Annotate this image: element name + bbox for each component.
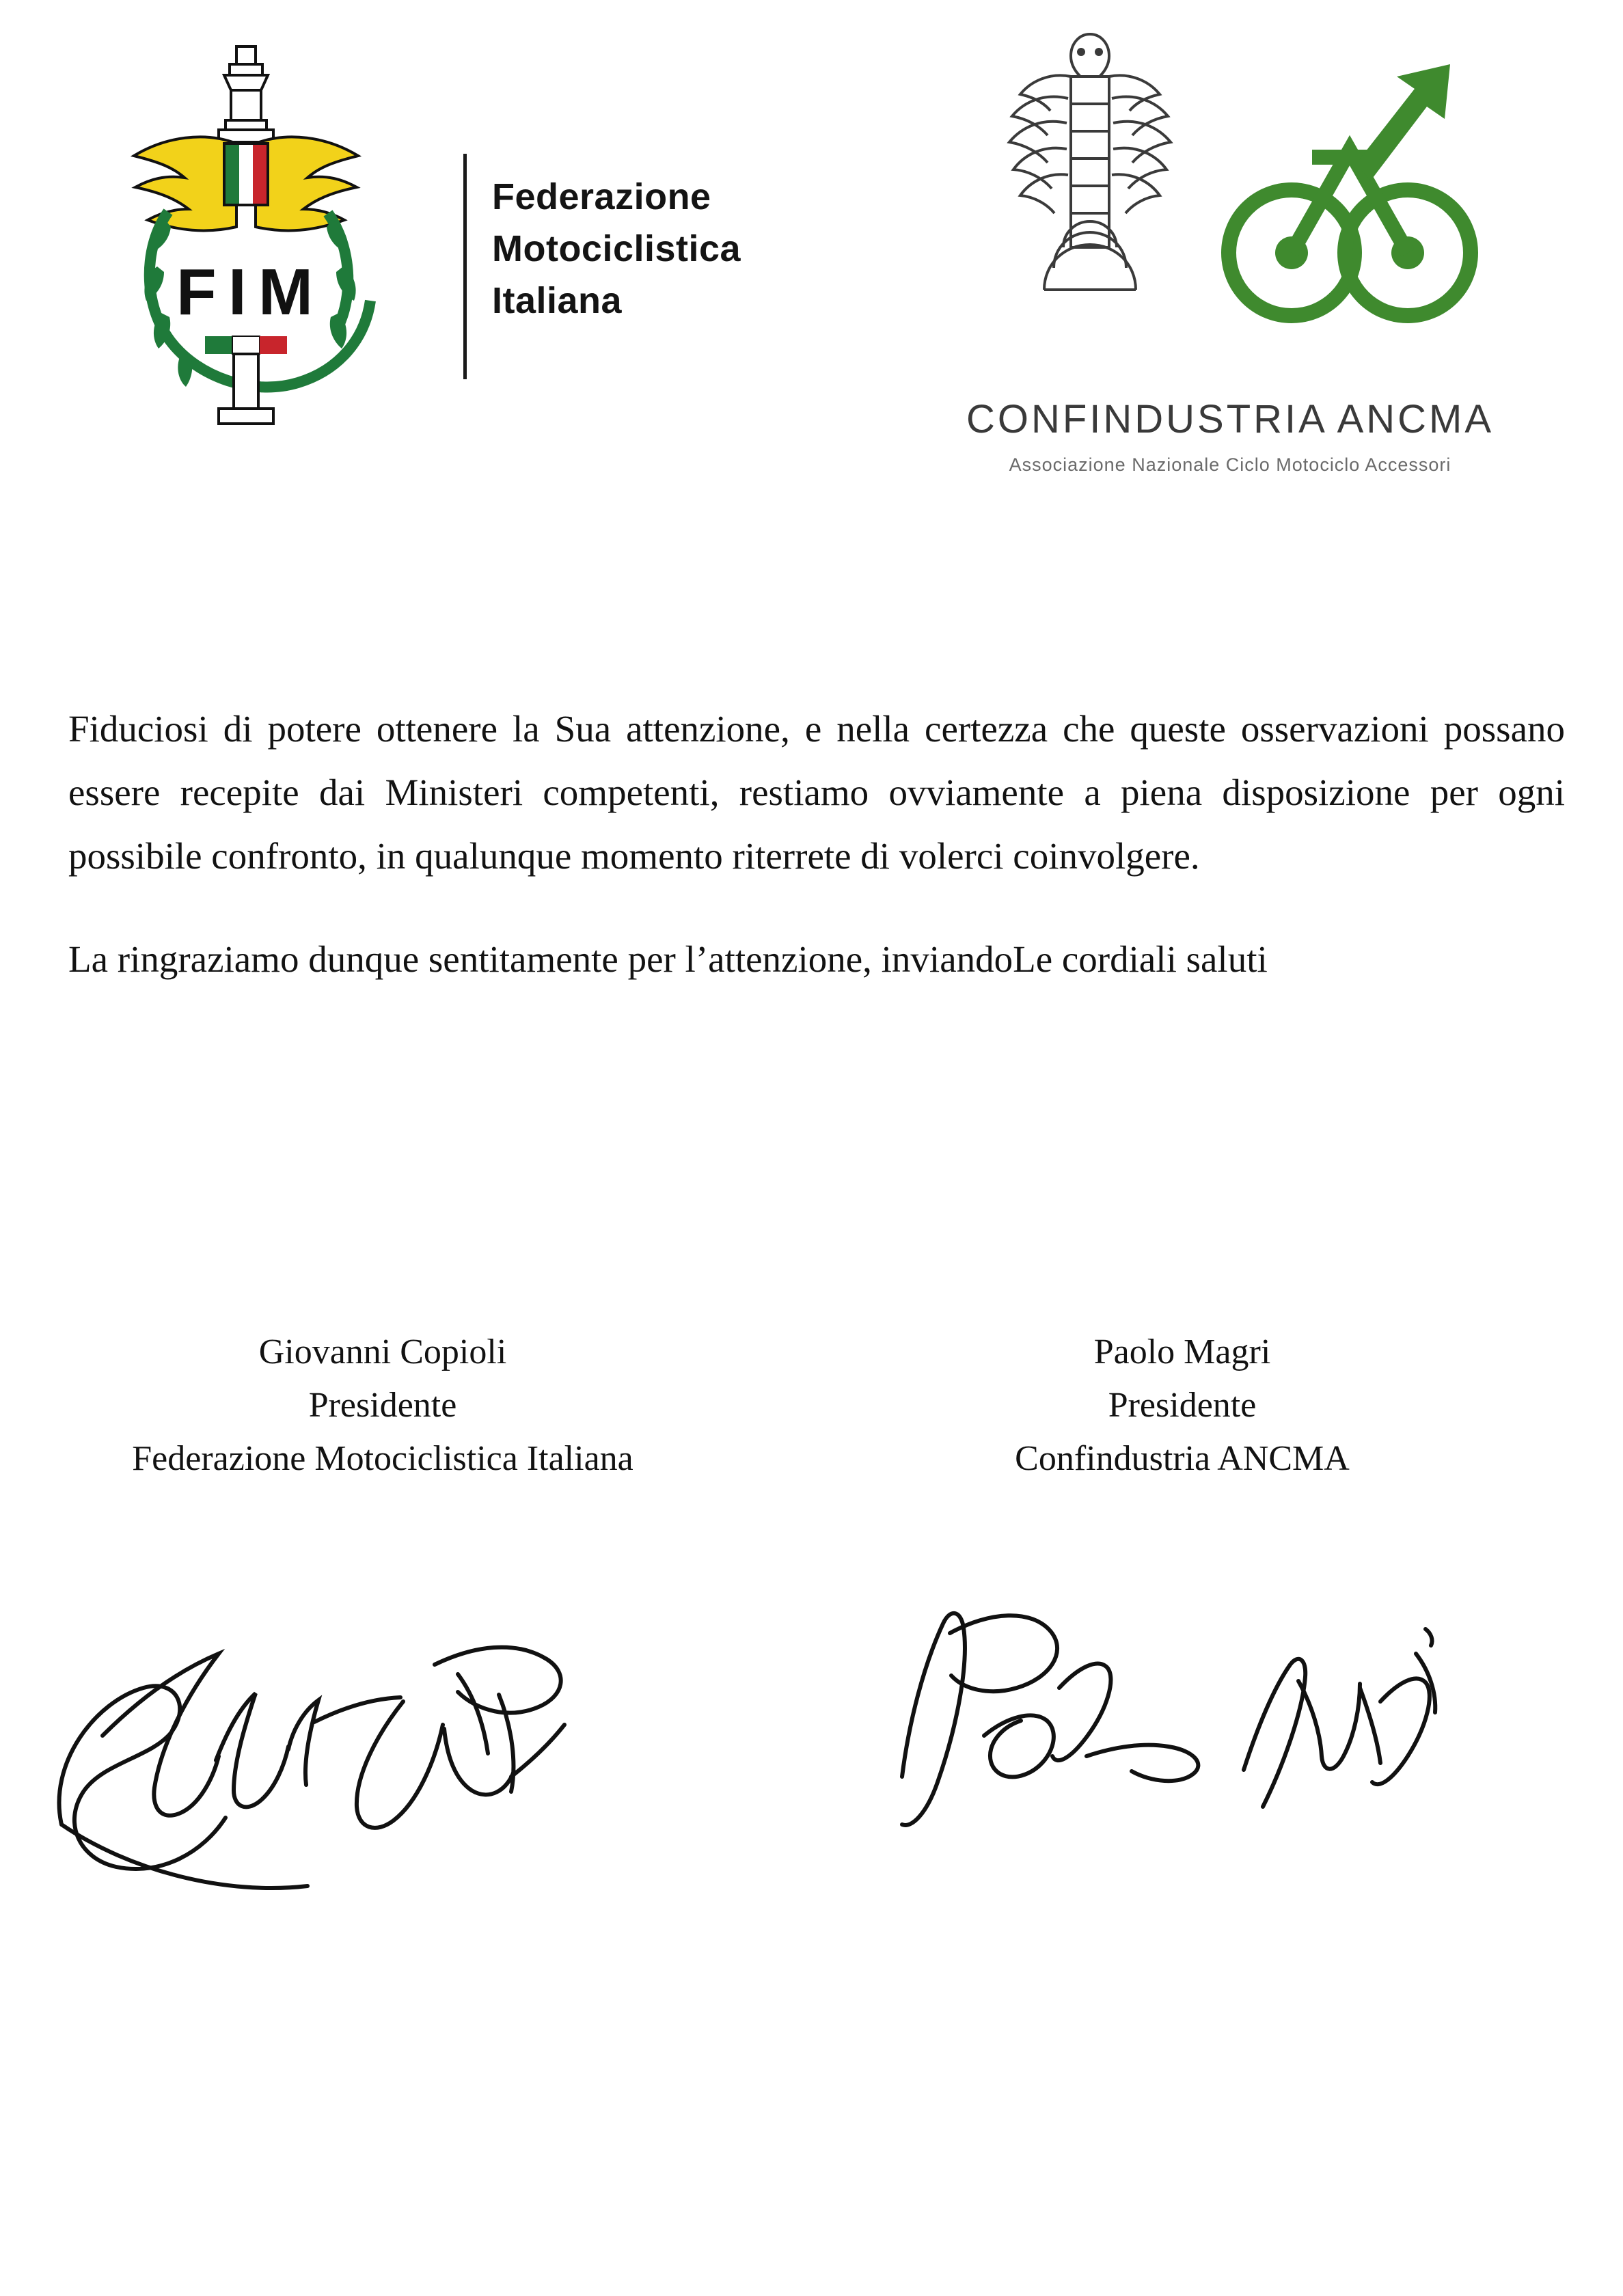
handwritten-signature-giovanni-copioli-icon (21, 1531, 704, 1913)
fmi-wordmark-line-1: Federazione (492, 176, 711, 217)
body-paragraph-1: Fiduciosi di potere ottenere la Sua attenzione, e nella certezza che queste osservazioni possano essere recepite dai Ministeri competenti, restiamo ovviamente a piena disposizione per ogni possibile confronto, in qualunque momento riterrete di volerci coinvolgere. (68, 708, 1565, 877)
fmi-logo (103, 34, 741, 424)
document-header (0, 0, 1623, 560)
fmi-wordmark (492, 171, 786, 327)
signatory-role: Presidente (1108, 1386, 1257, 1425)
signature-area (0, 1326, 1623, 2214)
signature-block-left (41, 1326, 724, 1486)
letter-body (68, 697, 1565, 991)
ancma-subtitle: Associazione Nazionale Ciclo Motociclo Accessori (1009, 454, 1451, 475)
body-paragraph-2: La ringraziamo dunque sentitamente per l’attenzione, inviandoLe cordiali saluti (68, 938, 1268, 980)
signatory-organization: Confindustria ANCMA (1015, 1439, 1350, 1478)
svg-text:F: F (176, 256, 217, 329)
signature-block-right (841, 1326, 1524, 1486)
svg-text:I: I (228, 256, 247, 329)
fmi-wordmark-line-3: Italiana (492, 280, 623, 321)
fmi-emblem-icon (103, 41, 390, 430)
signatory-name: Paolo Magri (1093, 1332, 1271, 1371)
fmi-wordmark-line-2: Motociclistica (492, 228, 741, 269)
confindustria-ancma-logo (957, 14, 1503, 533)
confindustria-eagle-icon (977, 27, 1203, 355)
svg-text:M: M (258, 256, 313, 329)
signatory-role: Presidente (308, 1386, 457, 1425)
ancma-title: CONFINDUSTRIA ANCMA (966, 397, 1495, 441)
signatory-name: Giovanni Copioli (258, 1332, 507, 1371)
fmi-logo-divider (463, 154, 467, 379)
handwritten-signature-paolo-magri-icon (861, 1531, 1544, 1913)
ancma-bicycle-icon (1210, 48, 1483, 342)
signatory-organization: Federazione Motociclistica Italiana (132, 1439, 633, 1478)
